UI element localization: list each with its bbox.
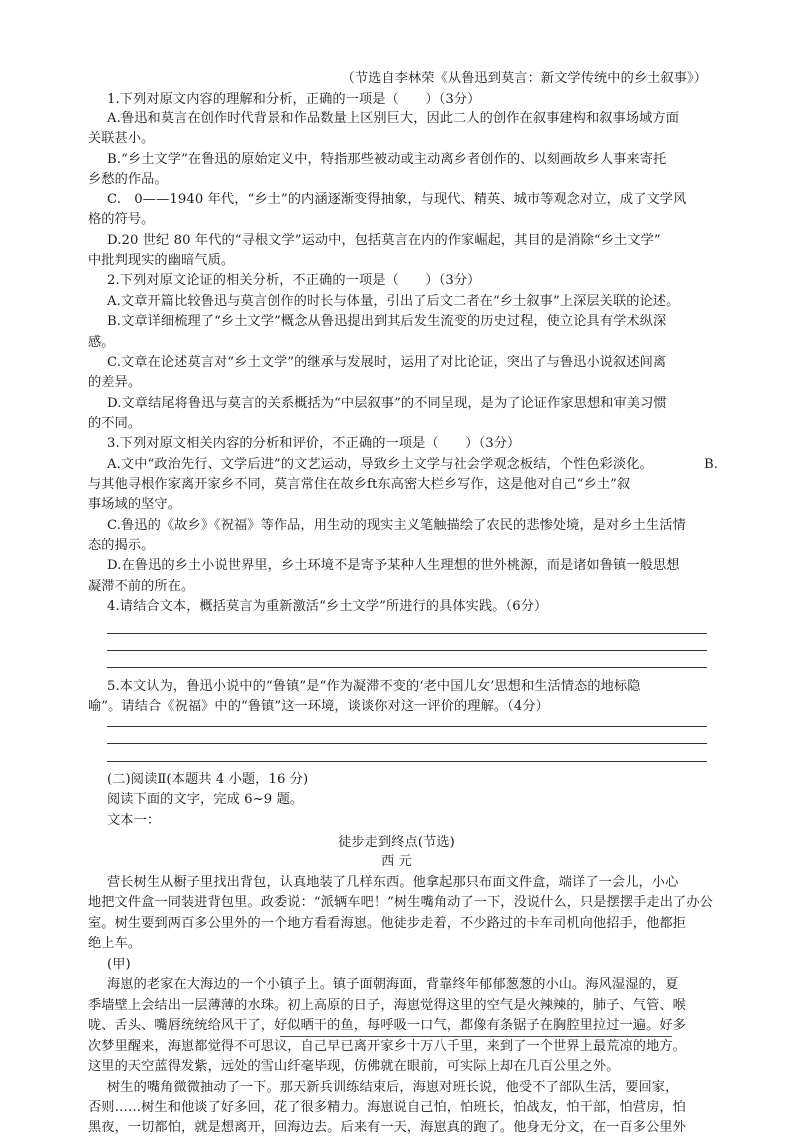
answer-line[interactable]: [107, 761, 707, 762]
q4-stem: 4.请结合文本，概括莫言为重新激活“乡土文学”所进行的具体实践。（6分）: [107, 599, 548, 614]
marker-jia: (甲): [107, 957, 131, 972]
answer-line[interactable]: [107, 743, 707, 744]
q3-option-a: A.文中“政治先行、文学后进”的文艺运动，导致乡土文学与社会学观念板结，个性色彩淡化。: [107, 457, 653, 472]
paragraph-3: 树生的嘴角微微抽动了一下。那天新兵训练结束后，海崽对班长说，他受不了部队生活，要回家，: [107, 1080, 679, 1095]
text-one-label: 文本一：: [107, 813, 161, 828]
q2-option-d-cont: 的不同。: [88, 416, 142, 431]
q1-option-c: C. 0——1940 年代，“乡土”的内涵逐渐变得抽象，与现代、精英、城市等观念对立，成了文学风: [107, 192, 687, 207]
q1-option-d: D.20 世纪 80 年代的“寻根文学”运动中，包括莫言在内的作家崛起，其目的是消除“乡土文学”: [107, 233, 661, 248]
q3-option-c: C.鲁迅的《故乡》《祝福》等作品，用生动的现实主义笔触描绘了农民的悲惨处境，是对乡土生活情: [107, 518, 686, 533]
answer-line[interactable]: [107, 667, 707, 668]
q1-option-b: B.“乡土文学”在鲁迅的原始定义中，特指那些被动或主动离乡者创作的、以刻画故乡人事来寄托: [107, 152, 667, 167]
answer-line[interactable]: [107, 726, 707, 727]
question-4: [0, 597, 793, 617]
q2-option-b-cont: 感。: [88, 335, 115, 350]
source-citation: （节选自李林荣《从鲁迅到莫言：新文学传统中的乡土叙事》）: [341, 71, 707, 86]
paragraph-1: 营长树生从橱子里找出背包，认真地装了几样东西。他拿起那只布面文件盒，端详了一会儿，小心: [107, 875, 679, 890]
q3-option-d-cont: 凝滞不前的所在。: [88, 579, 195, 594]
question-3: [0, 434, 793, 454]
q2-option-c: C.文章在论述莫言对“乡土文学”的继承与发展时，运用了对比论证，突出了与鲁迅小说叙述间离: [107, 355, 667, 370]
q1-option-a: A.鲁迅和莫言在创作时代背景和作品数量上区别巨大，因此二人的创作在叙事建构和叙事场域方面: [107, 111, 679, 126]
story-title: 徒步走到终点(节选): [338, 835, 455, 850]
question-5: [0, 677, 793, 697]
section-2-instruction: 阅读下面的文字，完成 6~9 题。: [107, 792, 304, 807]
q1-option-c-cont: 格的符号。: [88, 212, 155, 227]
q5-stem-cont: 喻”。请结合《祝福》中的“鲁镇”这一环境，谈谈你对这一评价的理解。（4分）: [88, 699, 549, 714]
q5-stem: 5.本文认为，鲁迅小说中的“鲁镇”是“作为凝滞不变的‘老中国儿女’思想和生活情态的地标隐: [107, 679, 641, 694]
underlined-passage: [280, 1017, 672, 1037]
q1-option-d-cont: 中批判现实的幽暗气质。: [88, 253, 235, 268]
q1-option-b-cont: 乡愁的作品。: [88, 172, 168, 187]
q2-option-b: B.文章详细梳理了“乡土文学”概念从鲁迅提出到其后发生流变的历史过程，使立论具有学术纵深: [107, 314, 667, 329]
q3-option-d: D.在鲁迅的乡土小说世界里，乡土环境不是寄予某种人生理想的世外桃源，而是诸如鲁镇一般思想: [107, 558, 680, 573]
q3-option-c-cont: 态的揭示。: [88, 538, 155, 553]
q2-option-a: A.文章开篇比较鲁迅与莫言创作的时长与体量，引出了后文二者在“乡土叙事”上深层关联的论述。: [107, 294, 680, 309]
question-1: [0, 90, 793, 110]
answer-line[interactable]: [107, 633, 707, 634]
q3-stem: 3.下列对原文相关内容的分析和评价，不正确的一项是（ ）（3分）: [107, 436, 521, 451]
q2-stem: 2.下列对原文论证的相关分析，不正确的一项是（ ）（3分）: [107, 273, 481, 288]
q2-option-c-cont: 的差异。: [88, 375, 142, 390]
paragraph-2: 海崽的老家在大海边的一个小镇子上。镇子面朝海面，背靠终年郁郁葱葱的小山。海风湿湿的，夏: [107, 977, 679, 992]
answer-line[interactable]: [107, 650, 707, 651]
q1-stem: 1.下列对原文内容的理解和分析，正确的一项是（ ）（3分）: [107, 92, 481, 107]
question-2: [0, 271, 793, 291]
section-2-header: (二)阅读Ⅱ(本题共 4 小题，16 分): [107, 772, 309, 787]
q3-option-b-tag: B.: [704, 457, 719, 472]
q1-option-a-cont: 关联甚小。: [88, 131, 155, 146]
q3-option-b: 与其他寻根作家离开家乡不同，莫言常住在故乡ft东高密大栏乡写作，这是他对自己“乡土”叙: [88, 477, 631, 492]
story-author: 西 元: [381, 854, 412, 869]
exam-page: （节选自李林荣《从鲁迅到莫言：新文学传统中的乡土叙事》） 1.下列对原文内容的理解和分析，正确的一项是（ ）（3分） A.鲁迅和莫言在创作时代背景和作品数量上区别巨大，因此二人的创作在叙事建构和叙事场域方面 关联甚小。 B.“乡土文学”在鲁迅的原始定义中，特指那些被动或主动离乡者创作的、以刻画故乡人事来寄托 乡愁的作品。 C. 0——1940 年代，“乡土”的内涵逐渐变得抽象，与现代、精英、城市等观念对立，成了文学风 格的符号。 D.20 世纪 80 年代的“寻根文学”运动中，包括莫言在内的作家崛起，其目的是消除“乡土文学” 中批判现实的幽暗气质。 2.下列对原文论证的相关分析，不正确的一项是（ ）（3分） A.文章开篇比较鲁迅与莫言创作的时长与体量，引出了后文二者在“乡土叙事”上深层关联的论述。 B.文章详细梳理了“乡土文学”概念从鲁迅提出到其后发生流变的历史过程，使立论具有学术纵深 感。 C.文章在论述莫言对“乡土文学”的继承与发展时，运用了对比论证，突出了与鲁迅小说叙述间离 的差异。 D.文章结尾将鲁迅与莫言的关系概括为“中层叙事”的不同呈现，是为了论证作家思想和审美习惯 的不同。 3.下列对原文相关内容的分析和评价，不正确的一项是（ ）（3分） A.文中“政治先行、文学后进”的文艺运动，导致乡土文学与社会学观念板结，个性色彩淡化。 B. 与其他寻根作家离开家乡不同，莫言常住在故乡ft东高密大栏乡写作，这是他对自己“乡土”叙 事场域的坚守。 C.鲁迅的《故乡》《祝福》等作品，用生动的现实主义笔触描绘了农民的悲惨处境，是对乡土生活情 态的揭示。 D.在鲁迅的乡土小说世界里，乡土环境不是寄予某种人生理想的世外桃源，而是诸如鲁镇一般思想 凝滞不前的所在。 4.请结合文本，概括莫言为重新激活“乡土文学”所进行的具体实践。（6分） 5.本文认为，鲁迅小说中的“鲁镇”是“作为凝滞不变的‘老中国儿女’思想和生活情态的地标隐 喻”。请结合《祝福》中的“鲁镇”这一环境，谈谈你对这一评价的理解。（4分） (二)阅读Ⅱ(本题共 4 小题，16 分) 阅读下面的文字，完成 6~9 题。 文本一： 徒步走到终点(节选) 西 元 营长树生从橱子里找出背包，认真地装了几样东西。他拿起那只布面文件盒，端详了一会儿，小心 地把文件盒一同装进背包里。政委说：“派辆车吧！”树生嘴角动了一下，没说什么，只是摆摆手走出了办公 室。树生要到两百多公里外的一个地方看看海崽。他徒步走着，不少路过的卡车司机向他招手，他都拒 绝上车。 (甲) 海崽的老家在大海边的一个小镇子上。镇子面朝海面，背靠终年郁郁葱葱的小山。海风湿湿的，夏 季墙壁上会结出一层薄薄的水珠。初上高原的日子，海崽觉得这里的空气是火辣辣的，肺子、气管、喉 咙、舌头、嘴唇统统给风干了，好似晒干的鱼，每呼吸一口气，都像有条锯子在胸腔里拉过一遍。好多 次梦里醒来，海崽都觉得不可思议，自己早已离开家乡十万八千里，来到了一个世界上最荒凉的地方。 这里的天空蓝得发紫，远处的雪山纤毫毕现，仿佛就在眼前，可实际上却在几百公里之外。 树生的嘴角微微抽动了一下。那天新兵训练结束后，海崽对班长说，他受不了部队生活，要回家， 否则……树生和他谈了好多回，花了很多精力。海崽说自己怕，怕班长，怕战友，怕干部，怕营房，怕 黑夜，一切都怕，就是想离开，回海边去。后来有一天，海崽真的跑了。他身无分文，在一百多公里外: [0, 0, 793, 1121]
q3-option-b-cont: 事场域的坚守。: [88, 497, 182, 512]
q2-option-d: D.文章结尾将鲁迅与莫言的关系概括为“中层叙事”的不同呈现，是为了论证作家思想和审美习惯: [107, 396, 667, 411]
